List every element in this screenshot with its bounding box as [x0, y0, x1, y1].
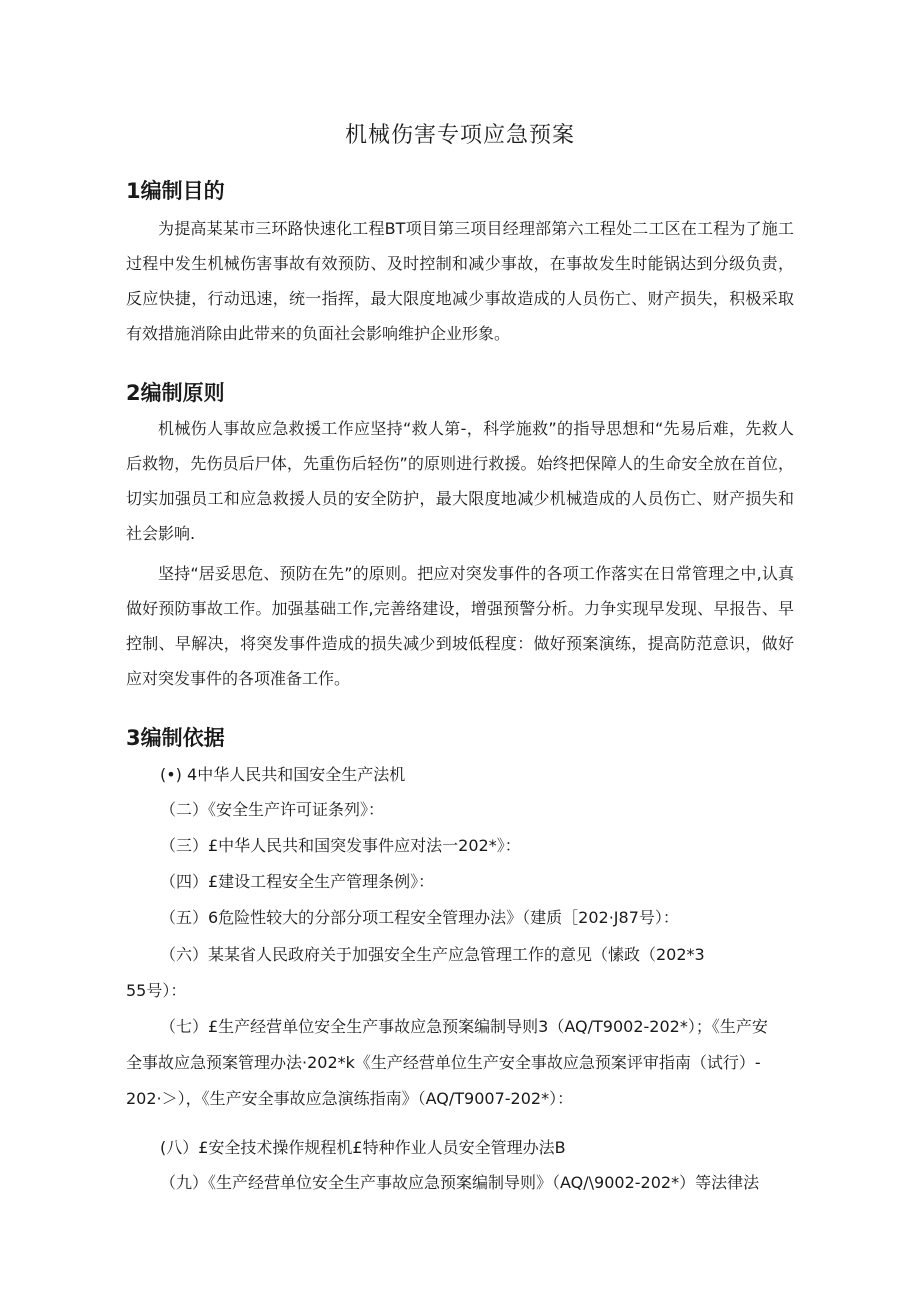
principles-paragraph-1: 机械伤人事故应急救援工作应坚持“救人第-，科学施救”的指导思想和“先易后难，先救人后救物，先伤员后尸体，先重伤后轻伤”的原则进行救援。始终把保障人的生命安全放在首位，切实加强员工和应急救援人员的安全防护，最大限度地减少机械造成的人员伤亡、财产损失和社会影响.: [126, 419, 794, 543]
section-heading-principles: 2编制原则: [126, 381, 225, 405]
basis-item: (八）£安全技术操作规程机£特种作业人员安全管理办法B: [160, 1138, 566, 1157]
basis-item: （六）某某省人民政府关于加强安全生产应急管理工作的意见（愫政（202*3: [160, 945, 705, 964]
basis-item: （七）£生产经营单位安全生产事故应急预案编制导则3（AQ/T9002-202*）；《生产安: [160, 1017, 768, 1036]
purpose-paragraph: 为提高某某市三环路快速化工程BT项目第三项目经理部第六工程处二工区在工程为了施工过程中发生机械伤害事故有效预防、及时控制和减少事故，在事故发生时能锅达到分级负责，反应快捷，行动迅速，统一指挥，最大限度地减少事故造成的人员伤亡、财产损失，积极采取有效措施消除由此带来的负面社会影响维护企业形象。: [126, 219, 794, 343]
basis-item: （九）《生产经营单位安全生产事故应急预案编制导则》（AQ/\9002-202*）等法律法: [160, 1173, 760, 1192]
basis-item-continuation: 全事故应急预案管理办法·202*k《生产经营单位生产安全事故应急预案评审指南（试行）-: [126, 1053, 761, 1072]
basis-item-continuation: 55号）：: [126, 981, 187, 1000]
section-heading-basis: 3编制依据: [126, 726, 225, 750]
document-title: 机械伤害专项应急预案: [344, 123, 575, 148]
basis-item: （二）《安全生产许可证条列》：: [160, 800, 385, 819]
basis-item: （四）£建设工程安全生产管理条例》：: [160, 872, 435, 891]
basis-item-continuation: 202·＞），《生产安全事故应急演练指南》（AQ/T9007-202*）：: [126, 1089, 574, 1108]
basis-item: （三）£中华人民共和国突发事件应对法一202*》：: [160, 836, 521, 855]
principles-paragraph-2: 坚持“居妥思危、预防在先”的原则。把应对突发事件的各项工作落实在日常管理之中,认真做好预防事故工作。加强基础工作,完善络建设，增强预警分析。力争实现早发现、早报告、早控制、早解决，将突发事件造成的损失减少到坡低程度：做好预案演练，提高防范意识，做好应对突发事件的各项准备工作。: [126, 564, 794, 688]
section-heading-purpose: 1编制目的: [126, 179, 225, 203]
basis-item: （五）6危险性较大的分部分项工程安全管理办法》（建质［202·J87号）：: [160, 908, 679, 927]
basis-item: (•) 4中华人民共和国安全生产法机: [160, 765, 406, 784]
